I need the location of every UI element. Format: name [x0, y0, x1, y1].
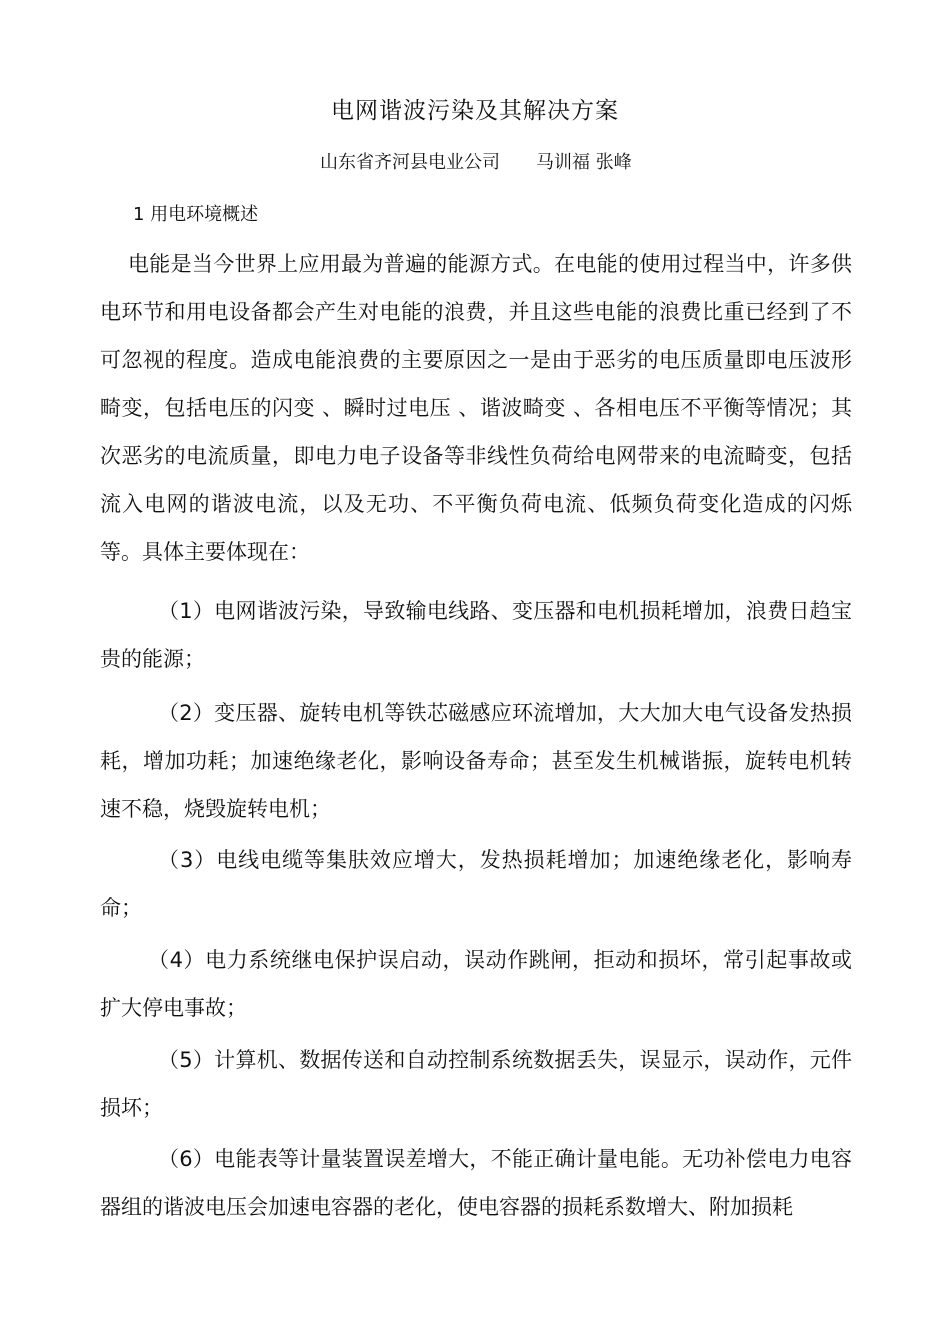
list-item-6: （6）电能表等计量装置误差增大，不能正确计量电能。无功补偿电力电容器组的谐波电压会加速电容器的老化，使电容器的损耗系数增大、附加损耗 [100, 1147, 852, 1219]
author-names: 马训福 张峰 [536, 152, 632, 173]
list-item-3: （3）电线电缆等集肤效应增大，发热损耗增加；加速绝缘老化，影响寿命； [100, 848, 852, 920]
organization: 山东省齐河县电业公司 [320, 152, 500, 173]
list-item-1: （1）电网谐波污染，导致输电线路、变压器和电机损耗增加，浪费日趋宝贵的能源； [100, 599, 852, 671]
section-heading: 1 用电环境概述 [133, 204, 259, 225]
author-line [320, 148, 632, 174]
list-item-2: （2）变压器、旋转电机等铁芯磁感应环流增加，大大加大电气设备发热损耗，增加功耗；加速绝缘老化，影响设备寿命；甚至发生机械谐振，旋转电机转速不稳，烧毁旋转电机； [100, 701, 852, 821]
intro-paragraph: 电能是当今世界上应用最为普遍的能源方式。在电能的使用过程当中，许多供电环节和用电设备都会产生对电能的浪费，并且这些电能的浪费比重已经到了不可忽视的程度。造成电能浪费的主要原因之一是由于恶劣的电压质量即电压波形畸变，包括电压的闪变 、瞬时过电压 、谐波畸变 、各相电压不平衡等情况；其次恶劣的电流质量，即电力电子设备等非线性负荷给电网带来的电流畸变，包括流入电网的谐波电流，以及无功、不平衡负荷电流、低频负荷变化造成的闪烁等。具体主要体现在： [100, 252, 852, 564]
list-item-4: （4）电力系统继电保护误启动，误动作跳闸，拒动和损坏，常引起事故或扩大停电事故； [100, 948, 852, 1020]
document-title: 电网谐波污染及其解决方案 [331, 98, 619, 124]
list-item-5: （5）计算机、数据传送和自动控制系统数据丢失，误显示，误动作，元件损坏； [100, 1048, 852, 1120]
